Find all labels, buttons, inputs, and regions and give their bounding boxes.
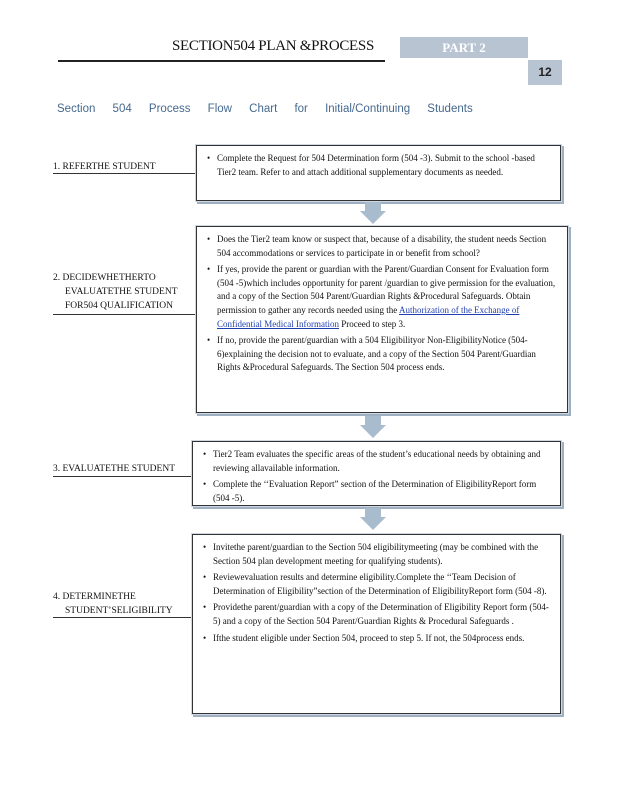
step-2-label-line: FOR504 QUALIFICATION: [65, 301, 173, 311]
step-4-label: [53, 590, 173, 618]
step-4-bullet: • Providethe parent/guardian with a copy of the Determination of Eligibility Report form (504-5) and a copy of the Section 504 Parent/Guardian Rights & Procedural Safeguards .: [203, 601, 552, 628]
step-2-box: [196, 226, 568, 413]
step-4-rule: [53, 617, 196, 618]
step-2-label-line: 2. DECIDEWHETHERTO: [53, 273, 156, 283]
step-4-box: [192, 534, 561, 714]
step-3-bullet: • Tier2 Team evaluates the specific areas of the student’s educational needs by obtaining and reviewing allavailable information.: [203, 448, 552, 475]
step-2-label: [53, 271, 178, 313]
confidential-medical-info-link[interactable]: Authorization of the Exchange of Confidential Medical Information: [217, 304, 520, 329]
step-1-label: 1. REFERTHE STUDENT: [53, 162, 156, 172]
step-2-label-line: EVALUATETHE STUDENT: [65, 287, 178, 297]
step-1-bullet: • Complete the Request for 504 Determination form (504 -3). Submit to the school -based Tier2 team. Refer to and attach additional supplementary documents as needed.: [207, 152, 552, 179]
step-4-label-line: STUDENT’SELIGIBILITY: [65, 606, 173, 616]
down-arrow-icon: [360, 202, 386, 224]
step-2-yes-text: If yes, provide the parent or guardian with the Parent/Guardian Consent for Evaluation form (504 -5)which includes opportunity for parent /guardian to give permission for the evaluation, and a copy of the Section 504 Parent/Guardian Rights &Procedural Safeguards. Obtain permission to gather any records needed using the: [217, 264, 556, 315]
step-2-bullet: • Does the Tier2 team know or suspect that, because of a disability, the student needs Section 504 accommodations or services to participate in or benefit from school?: [207, 233, 559, 260]
step-2-bullet: [207, 263, 559, 331]
step-2-yes-text-after: Proceed to step 3.: [338, 318, 406, 329]
title-underline: [58, 60, 385, 62]
part-tab: PART 2: [400, 37, 528, 58]
step-3-box: [192, 441, 561, 506]
step-4-label-line: 4. DETERMINETHE: [53, 592, 136, 602]
step-3-bullet: • Complete the ‘‘Evaluation Report” section of the Determination of EligibilityReport form (504 -5).: [203, 478, 552, 505]
step-1-rule: [53, 173, 196, 174]
step-3-label: 3. EVALUATETHE STUDENT: [53, 464, 175, 474]
step-1-box: [196, 145, 561, 201]
step-4-bullet: • Invitethe parent/guardian to the Section 504 eligibilitymeeting (may be combined with the Section 504 plan development meeting for qualifying students).: [203, 541, 552, 568]
step-3-rule: [53, 476, 196, 477]
page-number: 12: [528, 60, 562, 85]
step-4-bullet: • Reviewevaluation results and determine eligibility.Complete the ‘‘Team Decision of Determination of Eligibility”section of the Determination of EligibilityReport form (504 -8).: [203, 571, 552, 598]
flow-chart-subtitle: Section 504 Process Flow Chart for Initial/Continuing Students: [57, 103, 473, 115]
down-arrow-icon: [360, 508, 386, 530]
down-arrow-icon: [360, 416, 386, 438]
step-4-bullet: • Ifthe student eligible under Section 504, proceed to step 5. If not, the 504process ends.: [203, 632, 552, 646]
step-2-bullet: • If no, provide the parent/guardian with a 504 Eligibilityor Non-EligibilityNotice (504-6)explaining the decision not to evaluate, and a copy of the Section 504 Parent/Guardian Rights &Procedural Safeguards. The Section 504 process ends.: [207, 334, 559, 375]
page-title: SECTION504 PLAN &PROCESS: [172, 38, 375, 54]
step-2-rule: [53, 314, 196, 315]
